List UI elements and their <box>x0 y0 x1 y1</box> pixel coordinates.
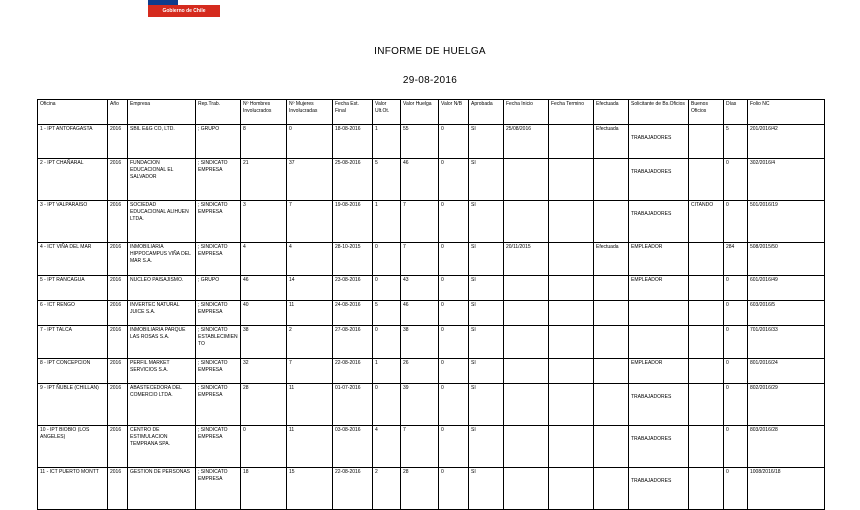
table-row <box>38 326 825 359</box>
column-header: Empresa <box>128 100 196 125</box>
column-header: Solicitante de Bs.Oficios <box>629 100 689 125</box>
table-cell: EMPLEADOR <box>629 359 689 384</box>
table-cell: 5 <box>373 159 401 201</box>
table-cell: 201/2016/42 <box>748 125 825 159</box>
table-cell: ; SINDICATO EMPRESA <box>196 159 241 201</box>
table-cell: SBIL E&G CO, LTD. <box>128 125 196 159</box>
table-row <box>38 243 825 276</box>
table-cell: 27-08-2016 <box>333 326 373 359</box>
table-cell: ; SINDICATO EMPRESA <box>196 201 241 243</box>
table-cell: 18 <box>241 468 287 510</box>
table-cell: ; SINDICATO EMPRESA <box>196 243 241 276</box>
table-row <box>38 159 825 201</box>
table-cell: 2016 <box>108 243 128 276</box>
table-cell <box>549 468 594 510</box>
table-cell: 0 <box>439 301 469 326</box>
table-cell <box>504 159 549 201</box>
table-row <box>38 276 825 301</box>
table-cell: 38 <box>241 326 287 359</box>
table-cell <box>594 326 629 359</box>
table-cell: CENTRO DE ESTIMULACION TEMPRANA SPA. <box>128 426 196 468</box>
table-cell: 1008/2016/18 <box>748 468 825 510</box>
table-cell: 11 <box>287 426 333 468</box>
table-cell: 0 <box>439 201 469 243</box>
table-cell: GESTION DE PERSONAS <box>128 468 196 510</box>
table-cell: TRABAJADORES <box>629 125 689 159</box>
table-cell: 2016 <box>108 125 128 159</box>
table-cell: SI <box>469 426 504 468</box>
table-cell: SI <box>469 125 504 159</box>
table-cell: 46 <box>401 301 439 326</box>
table-cell: 0 <box>439 468 469 510</box>
table-cell: 2016 <box>108 384 128 426</box>
table-row <box>38 384 825 426</box>
table-cell: 302/2016/4 <box>748 159 825 201</box>
table-cell: 40 <box>241 301 287 326</box>
table-cell <box>594 276 629 301</box>
table-cell: 802/2016/29 <box>748 384 825 426</box>
table-cell: INMOBILIARIA PARQUE LAS ROSAS S.A. <box>128 326 196 359</box>
table-cell: EMPLEADOR <box>629 276 689 301</box>
column-header: Efectuada <box>594 100 629 125</box>
table-cell: 7 <box>401 243 439 276</box>
column-header: Año <box>108 100 128 125</box>
report-title: INFORME DE HUELGA <box>374 46 486 57</box>
table-cell: 43 <box>401 276 439 301</box>
table-cell: 3 - IPT VALPARAISO <box>38 201 108 243</box>
report-date: 29-08-2016 <box>402 75 458 86</box>
table-cell: 7 <box>287 359 333 384</box>
table-cell: 601/2016/49 <box>748 276 825 301</box>
table-cell <box>504 426 549 468</box>
table-cell: TRABAJADORES <box>629 159 689 201</box>
column-header: Aprobada <box>469 100 504 125</box>
table-row <box>38 426 825 468</box>
table-cell: 0 <box>724 201 748 243</box>
column-header: Fecha Est. Final <box>333 100 373 125</box>
table-cell <box>689 159 724 201</box>
table-cell: SOCIEDAD EDUCACIONAL ALIHUEN LTDA. <box>128 201 196 243</box>
table-cell: 0 <box>724 426 748 468</box>
table-cell: 7 <box>401 201 439 243</box>
table-cell <box>549 301 594 326</box>
table-cell: TRABAJADORES <box>629 201 689 243</box>
table-cell <box>504 326 549 359</box>
table-cell: 0 <box>439 125 469 159</box>
column-header: Rep.Trab. <box>196 100 241 125</box>
table-cell: 603/2016/5 <box>748 301 825 326</box>
table-cell: INVERTEC NATURAL JUICE S.A. <box>128 301 196 326</box>
table-cell: TRABAJADORES <box>629 468 689 510</box>
column-header: Valor N/B <box>439 100 469 125</box>
table-cell <box>689 301 724 326</box>
table-cell: 6 - ICT RENGO <box>38 301 108 326</box>
column-header: Valor Huelga <box>401 100 439 125</box>
table-cell: Efectuada <box>594 125 629 159</box>
table-cell: SI <box>469 201 504 243</box>
table-cell: EMPLEADOR <box>629 243 689 276</box>
table-cell <box>594 359 629 384</box>
table-cell: 2016 <box>108 301 128 326</box>
table-cell: 03-08-2016 <box>333 426 373 468</box>
table-cell <box>594 201 629 243</box>
table-cell: 1 <box>373 201 401 243</box>
table-cell: SI <box>469 326 504 359</box>
table-cell: 10 - IPT BIOBIO (LOS ANGELES) <box>38 426 108 468</box>
table-cell: 0 <box>287 125 333 159</box>
column-header: Fecha Termino <box>549 100 594 125</box>
table-cell: FUNDACION EDUCACIONAL EL SALVADOR <box>128 159 196 201</box>
table-cell: 14 <box>287 276 333 301</box>
table-cell: 15 <box>287 468 333 510</box>
table-cell: ; GRUPO <box>196 125 241 159</box>
table-cell: 7 <box>401 426 439 468</box>
table-cell: 4 <box>287 243 333 276</box>
table-cell: 1 - IPT ANTOFAGASTA <box>38 125 108 159</box>
table-cell: 508/2015/50 <box>748 243 825 276</box>
table-cell <box>689 125 724 159</box>
table-cell: 2016 <box>108 201 128 243</box>
table-cell: 32 <box>241 359 287 384</box>
table-cell: 0 <box>373 276 401 301</box>
table-cell: 0 <box>724 276 748 301</box>
table-header-row <box>38 100 825 125</box>
column-header: Folio NC <box>748 100 825 125</box>
table-cell: 4 <box>241 243 287 276</box>
table-cell <box>594 426 629 468</box>
table-cell <box>689 426 724 468</box>
table-row <box>38 201 825 243</box>
table-cell: 2016 <box>108 159 128 201</box>
table-cell: ; SINDICATO EMPRESA <box>196 301 241 326</box>
table-cell <box>504 468 549 510</box>
table-cell: 28-10-2015 <box>333 243 373 276</box>
table-cell: 0 <box>439 359 469 384</box>
table-cell: 2016 <box>108 359 128 384</box>
table-cell: 11 - ICT PUERTO MONTT <box>38 468 108 510</box>
table-row <box>38 125 825 159</box>
table-cell: 2016 <box>108 468 128 510</box>
column-header: Fecha Inicio <box>504 100 549 125</box>
table-cell: 22-08-2016 <box>333 359 373 384</box>
table-cell: 0 <box>724 301 748 326</box>
table-cell: ABASTECEDORA DEL COMERCIO LTDA. <box>128 384 196 426</box>
table-cell: 0 <box>373 326 401 359</box>
table-cell: ; SINDICATO ESTABLECIMIENTO <box>196 326 241 359</box>
table-cell: 1 <box>373 359 401 384</box>
table-cell: 0 <box>724 159 748 201</box>
table-cell: 26 <box>401 359 439 384</box>
table-cell: 0 <box>724 359 748 384</box>
table-cell: ; SINDICATO EMPRESA <box>196 384 241 426</box>
table-cell: SI <box>469 384 504 426</box>
table-cell: PERFIL MARKET SERVICIOS S.A. <box>128 359 196 384</box>
table-cell: 2016 <box>108 276 128 301</box>
table-cell <box>689 243 724 276</box>
table-cell: CITANDO <box>689 201 724 243</box>
table-cell <box>549 359 594 384</box>
table-cell: 55 <box>401 125 439 159</box>
table-cell: 701/2016/33 <box>748 326 825 359</box>
column-header: Valor Ult.Ot. <box>373 100 401 125</box>
table-cell: INMOBILIARIA HIPPOCAMPUS VIÑA DEL MAR S.A. <box>128 243 196 276</box>
table-cell <box>549 326 594 359</box>
table-cell: 46 <box>241 276 287 301</box>
table-cell: NUCLEO PAISAJISMO. <box>128 276 196 301</box>
table-cell <box>689 384 724 426</box>
table-cell: 7 - IPT TALCA <box>38 326 108 359</box>
logo-text: Gobierno de Chile <box>162 8 206 14</box>
table-cell: TRABAJADORES <box>629 426 689 468</box>
table-cell: 4 <box>373 426 401 468</box>
table-cell: 46 <box>401 159 439 201</box>
table-cell: 0 <box>724 468 748 510</box>
table-cell: 28 <box>401 468 439 510</box>
table-cell: 4 - ICT VIÑA DEL MAR <box>38 243 108 276</box>
table-cell: 18-08-2016 <box>333 125 373 159</box>
table-cell: 37 <box>287 159 333 201</box>
table-cell <box>549 243 594 276</box>
table-cell: 01-07-2016 <box>333 384 373 426</box>
table-cell: 0 <box>373 243 401 276</box>
table-cell <box>549 159 594 201</box>
table-row <box>38 468 825 510</box>
table-cell: 25-08-2016 <box>333 159 373 201</box>
table-cell: 5 - IPT RANCAGUA <box>38 276 108 301</box>
table-cell <box>594 159 629 201</box>
table-cell: 24-08-2016 <box>333 301 373 326</box>
table-cell <box>504 301 549 326</box>
table-cell: TRABAJADORES <box>629 384 689 426</box>
column-header: Días <box>724 100 748 125</box>
table-cell: 8 <box>241 125 287 159</box>
table-cell: 2 <box>287 326 333 359</box>
table-cell: 801/2016/24 <box>748 359 825 384</box>
table-cell <box>549 426 594 468</box>
table-body <box>38 125 825 510</box>
table-cell: 0 <box>439 276 469 301</box>
table-cell: 0 <box>439 243 469 276</box>
table-cell: 28 <box>241 384 287 426</box>
table-cell: 9 - IPT ÑUBLE (CHILLAN) <box>38 384 108 426</box>
table-cell <box>549 276 594 301</box>
table-cell: 25/08/2016 <box>504 125 549 159</box>
table-cell <box>689 326 724 359</box>
table-cell <box>629 326 689 359</box>
table-cell: 22-08-2016 <box>333 468 373 510</box>
table-cell: 3 <box>241 201 287 243</box>
table-cell: SI <box>469 276 504 301</box>
table-cell: 284 <box>724 243 748 276</box>
table-cell: ; SINDICATO EMPRESA <box>196 359 241 384</box>
table-cell: 11 <box>287 384 333 426</box>
table-cell <box>594 384 629 426</box>
table-cell: SI <box>469 359 504 384</box>
table-cell <box>504 384 549 426</box>
table-cell: 21 <box>241 159 287 201</box>
table-cell: ; SINDICATO EMPRESA <box>196 468 241 510</box>
table-cell: 2016 <box>108 426 128 468</box>
table-cell: 2016 <box>108 326 128 359</box>
column-header: Oficina <box>38 100 108 125</box>
table-cell <box>504 201 549 243</box>
table-cell <box>549 201 594 243</box>
table-cell <box>549 384 594 426</box>
table-cell: Efectuada <box>594 243 629 276</box>
table-cell: 7 <box>287 201 333 243</box>
column-header: Nº Mujeres Involucradas <box>287 100 333 125</box>
table-cell: 1 <box>373 125 401 159</box>
column-header: Nº Hombres Involucrados <box>241 100 287 125</box>
table-cell <box>504 276 549 301</box>
table-cell: 39 <box>401 384 439 426</box>
table-cell: 5 <box>373 301 401 326</box>
table-cell: 0 <box>439 426 469 468</box>
table-cell <box>629 301 689 326</box>
table-cell <box>689 276 724 301</box>
table-cell: SI <box>469 159 504 201</box>
table-cell <box>594 301 629 326</box>
table-cell: 501/2016/19 <box>748 201 825 243</box>
table-cell: SI <box>469 301 504 326</box>
table-cell: 0 <box>439 384 469 426</box>
table-cell: 0 <box>724 326 748 359</box>
table-cell: 0 <box>439 159 469 201</box>
column-header: Buenos Oficios <box>689 100 724 125</box>
table-cell <box>689 468 724 510</box>
table-cell: ; GRUPO <box>196 276 241 301</box>
table-cell: 20/11/2015 <box>504 243 549 276</box>
table-cell: 803/2016/28 <box>748 426 825 468</box>
table-cell <box>689 359 724 384</box>
table-cell: 23-08-2016 <box>333 276 373 301</box>
table-cell: 0 <box>241 426 287 468</box>
table-cell: SI <box>469 243 504 276</box>
table-cell: 2 - IPT CHAÑARAL <box>38 159 108 201</box>
strike-report-table <box>37 99 825 510</box>
table-cell: 0 <box>373 384 401 426</box>
table-row <box>38 359 825 384</box>
table-cell: 38 <box>401 326 439 359</box>
table-cell <box>594 468 629 510</box>
table-cell: 2 <box>373 468 401 510</box>
table-cell <box>504 359 549 384</box>
table-cell: 0 <box>439 326 469 359</box>
table-cell: 0 <box>724 384 748 426</box>
table-cell: 19-08-2016 <box>333 201 373 243</box>
table-row <box>38 301 825 326</box>
table-cell: ; SINDICATO EMPRESA <box>196 426 241 468</box>
table-cell: 5 <box>724 125 748 159</box>
table-cell: SI <box>469 468 504 510</box>
table-cell: 8 - IPT CONCEPCION <box>38 359 108 384</box>
table-cell: 11 <box>287 301 333 326</box>
table-cell <box>549 125 594 159</box>
